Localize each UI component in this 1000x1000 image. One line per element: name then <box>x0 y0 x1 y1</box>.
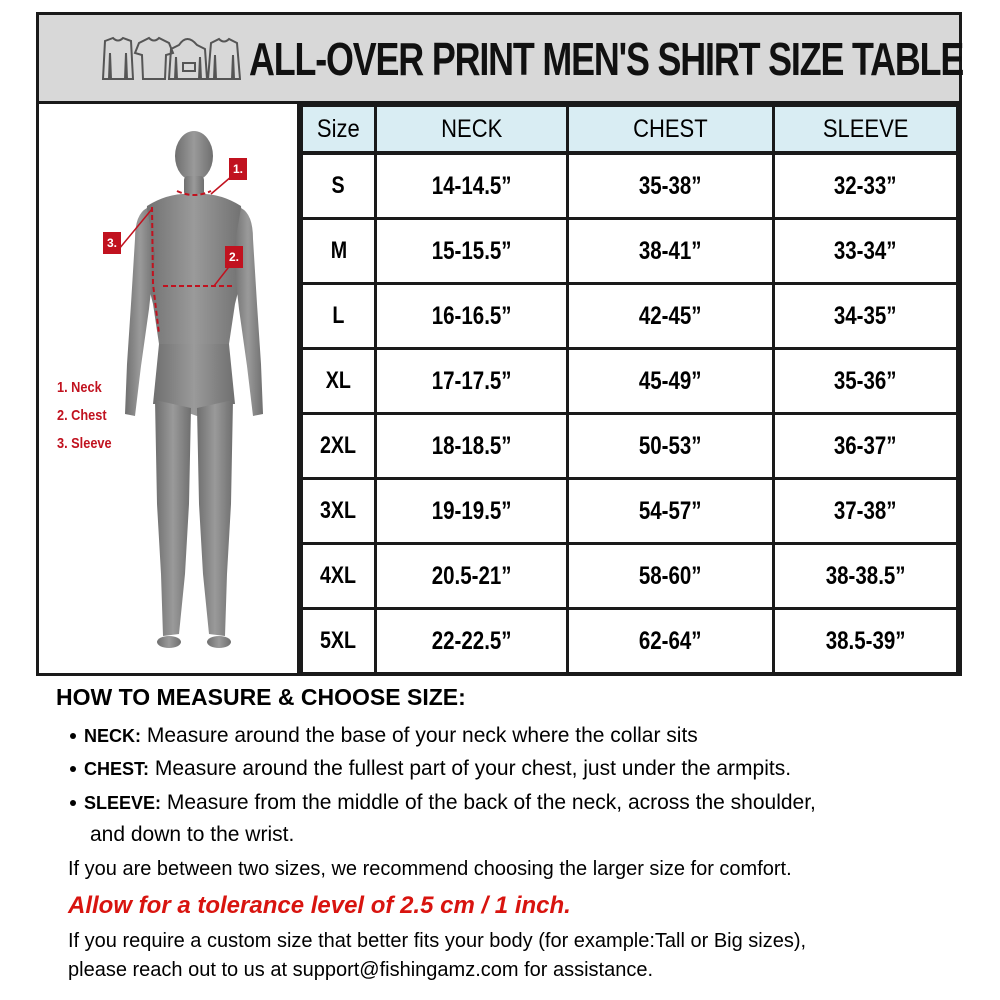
sleeve-cell: 38.5-39” <box>774 609 958 674</box>
size-cell: 5XL <box>302 609 376 674</box>
sleeve-text-continued: and down to the wrist. <box>90 823 295 846</box>
tolerance-note: Allow for a tolerance level of 2.5 cm / 1 inch. <box>68 892 571 919</box>
neck-marker: 1. <box>229 158 247 180</box>
guide-title: HOW TO MEASURE & CHOOSE SIZE: <box>56 684 466 710</box>
legend-neck: 1. Neck <box>57 379 102 396</box>
chest-marker: 2. <box>225 246 243 268</box>
table-row <box>302 544 958 609</box>
measurement-legend <box>57 374 112 458</box>
neck-text: Measure around the base of your neck where the collar sits <box>146 724 698 747</box>
table-row <box>302 479 958 544</box>
chest-cell: 50-53” <box>568 414 774 479</box>
between-sizes-note: If you are between two sizes, we recommend choosing the larger size for comfort. <box>68 858 792 880</box>
sleeve-cell: 33-34” <box>774 219 958 284</box>
hoodie-icon <box>169 39 207 79</box>
legend-chest: 2. Chest <box>57 407 107 424</box>
human-figure <box>125 131 263 648</box>
size-cell: 3XL <box>302 479 376 544</box>
table-row <box>302 153 958 219</box>
sleeve-cell: 36-37” <box>774 414 958 479</box>
sleeve-cell: 32-33” <box>774 153 958 219</box>
sleeve-label: SLEEVE: <box>84 793 162 813</box>
table-row <box>302 284 958 349</box>
sleeve-cell: 37-38” <box>774 479 958 544</box>
long-sleeve-shirt-icon <box>103 38 133 79</box>
sleeve-instruction <box>70 791 816 815</box>
bullet-icon <box>70 800 76 806</box>
neck-cell: 14-14.5” <box>376 153 568 219</box>
neck-label: NECK: <box>84 726 141 746</box>
header-sleeve: SLEEVE <box>774 106 958 154</box>
sleeve-cell: 34-35” <box>774 284 958 349</box>
chest-cell: 62-64” <box>568 609 774 674</box>
table-row <box>302 609 958 674</box>
chest-cell: 35-38” <box>568 153 774 219</box>
table-row <box>302 349 958 414</box>
table-header-row <box>302 106 958 154</box>
chest-text: Measure around the fullest part of your chest, just under the armpits. <box>154 757 792 780</box>
custom-size-line-2: please reach out to us at support@fishingamz.com for assistance. <box>68 959 654 981</box>
size-cell: XL <box>302 349 376 414</box>
chest-instruction <box>70 757 791 781</box>
chest-cell: 58-60” <box>568 544 774 609</box>
table-row <box>302 219 958 284</box>
neck-instruction <box>70 724 698 748</box>
legend-sleeve: 3. Sleeve <box>57 435 112 452</box>
size-cell: M <box>302 219 376 284</box>
size-cell: 2XL <box>302 414 376 479</box>
chest-cell: 45-49” <box>568 349 774 414</box>
t-shirt-icon <box>135 38 173 79</box>
chest-label: CHEST: <box>84 759 150 779</box>
neck-cell: 22-22.5” <box>376 609 568 674</box>
size-cell: L <box>302 284 376 349</box>
size-cell: S <box>302 153 376 219</box>
bullet-icon <box>70 766 76 772</box>
apparel-icons <box>91 33 241 83</box>
bullet-icon <box>70 733 76 739</box>
size-table <box>300 104 959 675</box>
sleeve-text: Measure from the middle of the back of the neck, across the shoulder, <box>166 791 816 814</box>
neck-cell: 20.5-21” <box>376 544 568 609</box>
neck-cell: 16-16.5” <box>376 284 568 349</box>
sleeve-cell: 35-36” <box>774 349 958 414</box>
neck-cell: 18-18.5” <box>376 414 568 479</box>
chest-cell: 42-45” <box>568 284 774 349</box>
chart-title: ALL-OVER PRINT MEN'S SHIRT SIZE TABLE <box>249 33 964 85</box>
chest-cell: 38-41” <box>568 219 774 284</box>
neck-cell: 15-15.5” <box>376 219 568 284</box>
header-neck: NECK <box>376 106 568 154</box>
body-figure-panel <box>39 104 300 673</box>
size-chart-frame <box>36 12 962 676</box>
sleeve-cell: 38-38.5” <box>774 544 958 609</box>
chest-cell: 54-57” <box>568 479 774 544</box>
neck-cell: 19-19.5” <box>376 479 568 544</box>
header-size: Size <box>302 106 376 154</box>
size-cell: 4XL <box>302 544 376 609</box>
sweatshirt-icon <box>208 39 240 79</box>
header-chest: CHEST <box>568 106 774 154</box>
custom-size-line-1: If you require a custom size that better fits your body (for example:Tall or Big sizes), <box>68 930 807 952</box>
title-bar <box>39 15 964 104</box>
sleeve-marker: 3. <box>103 232 121 254</box>
neck-cell: 17-17.5” <box>376 349 568 414</box>
table-row <box>302 414 958 479</box>
